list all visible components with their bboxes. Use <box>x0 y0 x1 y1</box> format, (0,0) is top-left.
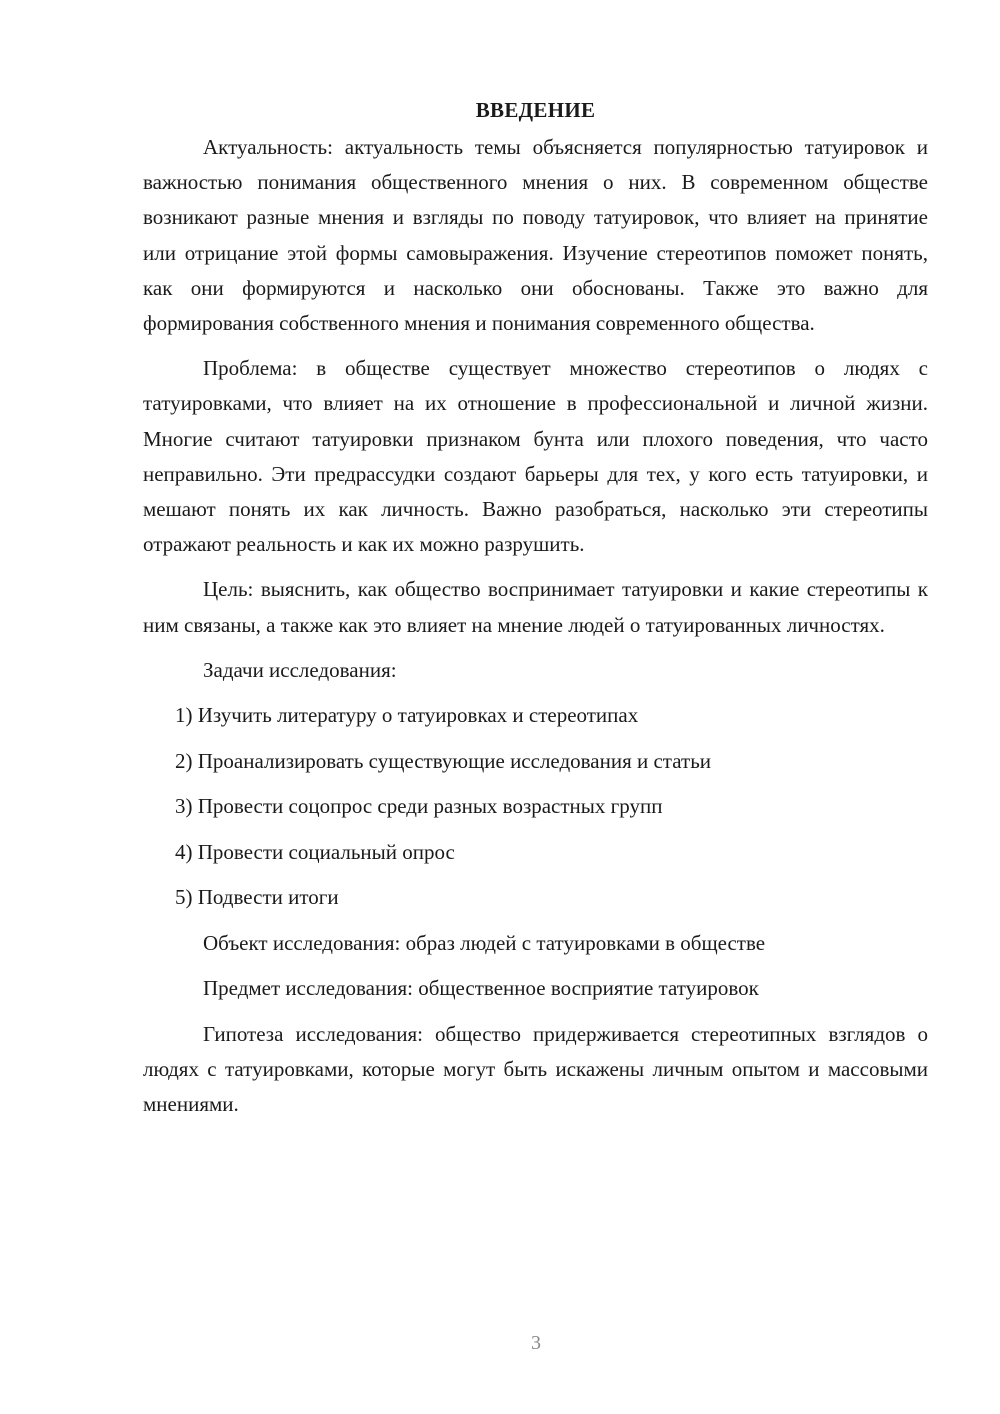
hypothesis-paragraph: Гипотеза исследования: общество придерживается стереотипных взглядов о людях с татуировками, которые могут быть искажены личным опытом и массовыми мнениями. <box>143 1021 928 1116</box>
list-item: 3) Провести соцопрос среди разных возрастных групп <box>175 794 663 819</box>
tasks-heading: Задачи исследования: <box>203 657 397 682</box>
page-number: 3 <box>531 1332 541 1354</box>
research-subject: Предмет исследования: общественное восприятие татуировок <box>203 976 759 1001</box>
research-object: Объект исследования: образ людей с татуировками в обществе <box>203 930 766 955</box>
goal-paragraph: Цель: выяснить, как общество воспринимает татуировки и какие стереотипы к ним связаны, а также как это влияет на мнение людей о татуированных личностях. <box>143 577 928 637</box>
document-page <box>143 92 928 1122</box>
page-title: ВВЕДЕНИЕ <box>475 98 596 122</box>
relevance-paragraph: Актуальность: актуальность темы объясняется популярностью татуировок и важностью понимания общественного мнения о них. В современном обществе возникают разные мнения и взгляды по поводу татуировок, что влияет на принятие или отрицание этой формы самовыражения. Изучение стереотипов поможет понять, как они формируются и насколько они обоснованы. Также это важно для формирования собственного мнения и понимания современного общества. <box>143 135 928 336</box>
list-item: 2) Проанализировать существующие исследования и статьи <box>175 748 712 773</box>
list-item: 5) Подвести итоги <box>175 885 339 910</box>
list-item: 4) Провести социальный опрос <box>175 839 455 864</box>
problem-paragraph: Проблема: в обществе существует множество стереотипов о людях с татуировками, что влияет на их отношение в профессиональной и личной жизни. Многие считают татуировки признаком бунта или плохого поведения, что часто неправильно. Эти предрассудки создают барьеры для тех, у кого есть татуировки, и мешают понять их как личность. Важно разобраться, насколько эти стереотипы отражают реальность и как их можно разрушить. <box>143 356 928 557</box>
tasks-list <box>143 698 928 926</box>
list-item: 1) Изучить литературу о татуировках и стереотипах <box>175 703 639 728</box>
